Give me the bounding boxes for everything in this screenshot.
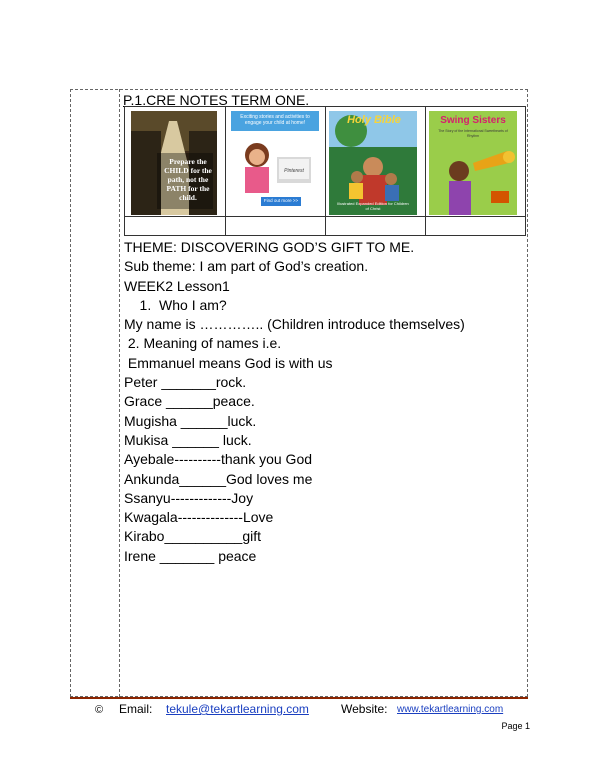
lesson-text [124,238,465,566]
child-ad-image [231,111,319,215]
list-item: Emmanuel means God is with us [124,354,333,371]
margin-line [119,89,120,697]
ad-button: Find out more >> [263,198,299,203]
bible-cover-image [329,111,417,215]
website-label: Website: [341,702,388,716]
website-link[interactable]: www.tekartlearning.com [397,704,504,715]
list-item: My name is ………….. (Children introduce themselves) [124,316,465,333]
ad-caption: Exciting stories and activities to engage your child at home! [240,114,310,126]
image-table [124,106,526,236]
ad-brand: Pinterest [284,168,304,174]
name-meaning: Ankunda______God loves me [124,470,313,487]
document-title: P.1.CRE NOTES TERM ONE. [123,92,310,108]
lesson-heading: WEEK2 Lesson1 [124,277,230,294]
name-meaning: Mukisa ______ luck. [124,431,252,448]
sub-theme-line: Sub theme: I am part of God’s creation. [124,258,369,275]
copyright-symbol: © [95,704,104,716]
name-meaning: Ayebale----------thank you God [124,451,313,468]
poster-text: Prepare the CHILD for the path, not the PATH for the child. [164,157,212,202]
page-number: Page 1 [501,721,530,731]
book-title: Swing Sisters [440,115,506,126]
page-footer [70,697,528,719]
swing-sisters-cover-image [429,111,517,215]
list-item: 1. Who I am? [124,296,227,313]
email-link[interactable]: tekule@tekartlearning.com [166,702,309,716]
name-meaning: Grace ______peace. [124,393,255,410]
path-poster-image [131,111,217,215]
name-meaning: Mugisha ______luck. [124,412,257,429]
email-label: Email: [119,702,153,716]
name-meaning: Peter _______rock. [124,374,247,391]
name-meaning: Ssanyu-------------Joy [124,489,254,506]
theme-line: THEME: DISCOVERING GOD’S GIFT TO ME. [124,239,415,255]
book-subtitle: The Story of the International Sweethearts of Rhythm [438,129,508,138]
name-meaning: Irene _______ peace [124,547,257,564]
bible-title: Holy Bible [347,114,401,126]
bible-subtitle: Illustrated Expanded Edition for Children of Christ [337,201,409,211]
list-item: 2. Meaning of names i.e. [124,335,282,352]
name-meaning: Kirabo__________gift [124,528,262,545]
name-meaning: Kwagala--------------Love [124,509,274,526]
